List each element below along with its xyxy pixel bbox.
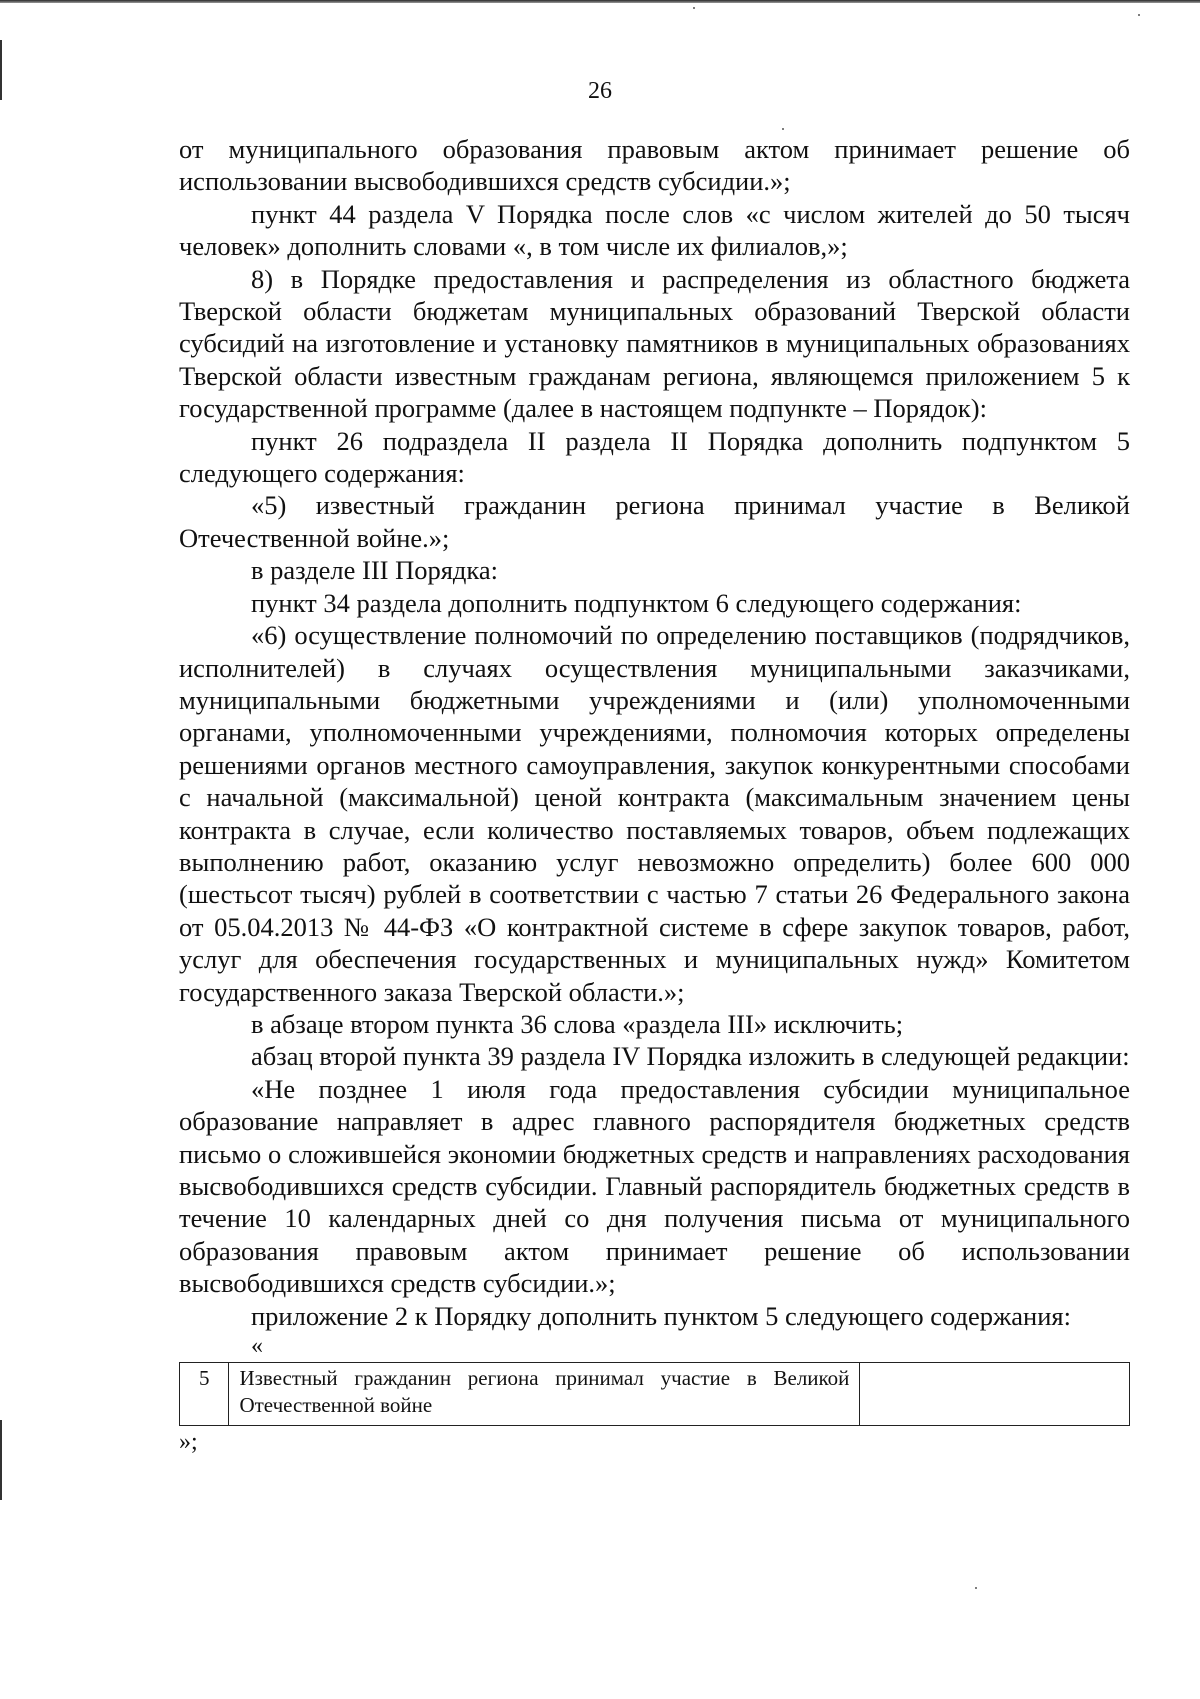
scan-mark: [0, 1420, 2, 1500]
paragraph: «Не позднее 1 июля года предоставления субсидии муниципальное образование направляет в адрес главного распорядителя бюджетных средств письмо о сложившейся экономии бюджетных средств и направлениях расходования высвободившихся средств субсидии. Главный распорядитель бюджетных средств в течение 10 календарных дней со дня получения письма от муниципального образования правовым актом принимает решение об использовании высвободившихся средств субсидии.»;: [179, 1073, 1130, 1299]
paragraph: «5) известный гражданин региона принимал участие в Великой Отечественной войне.»;: [179, 490, 1130, 553]
table-row: [180, 1363, 1130, 1426]
scan-speck: [782, 128, 784, 130]
paragraph: пункт 26 подраздела II раздела II Порядка дополнить подпунктом 5 следующего содержания:: [179, 425, 1130, 489]
close-quote: »;: [179, 1429, 198, 1456]
paragraph: пункт 34 раздела дополнить подпунктом 6 следующего содержания:: [251, 587, 1022, 618]
row-value: [860, 1363, 1130, 1426]
appendix-table: [179, 1362, 1130, 1426]
scan-edge: [0, 0, 1200, 3]
paragraph: в абзаце втором пункта 36 слова «раздела III» исключить;: [251, 1008, 904, 1039]
paragraph: от муниципального образования правовым актом принимает решение об использовании высвободившихся средств субсидии.»;: [179, 134, 1130, 197]
page-number: 26: [588, 78, 612, 104]
document-body: [179, 133, 1130, 1458]
row-number: 5: [180, 1363, 229, 1426]
scan-speck: [975, 1587, 977, 1589]
paragraph: в разделе III Порядка:: [251, 555, 499, 586]
paragraph: 8) в Порядке предоставления и распределения из областного бюджета Тверской области бюджетам муниципальных образований Тверской области субсидий на изготовление и установку памятников в муниципальных образованиях Тверской области известным гражданам региона, являющемся приложением 5 к государственной программе (далее в настоящем подпункте – Порядок):: [179, 263, 1130, 424]
row-criterion: Известный гражданин региона принимал участие в Великой Отечественной войне: [229, 1363, 860, 1426]
paragraph: пункт 44 раздела V Порядка после слов «с числом жителей до 50 тысяч человек» дополнить словами «, в том числе их филиалов,»;: [179, 198, 1130, 262]
scan-speck: [1138, 14, 1140, 16]
paragraph: приложение 2 к Порядку дополнить пунктом 5 следующего содержания:: [251, 1300, 1071, 1331]
paragraph: абзац второй пункта 39 раздела IV Порядка изложить в следующей редакции:: [251, 1041, 1130, 1072]
open-quote: «: [251, 1333, 263, 1360]
scan-speck: [693, 7, 695, 9]
paragraph: «6) осуществление полномочий по определению поставщиков (подрядчиков, исполнителей) в случаях осуществления муниципальными заказчиками, муниципальными бюджетными учреждениями и (или) уполномоченными органами, уполномоченными учреждениями, полномочия которых определены решениями органов местного самоуправления, закупок конкурентными способами с начальной (максимальной) ценой контракта (максимальным значением цены контракта в случае, если количество поставляемых товаров, объем подлежащих выполнению работ, оказанию услуг невозможно определить) более 600 000 (шестьсот тысяч) рублей в соответствии с частью 7 статьи 26 Федерального закона от 05.04.2013 № 44-ФЗ «О контрактной системе в сфере закупок товаров, работ, услуг для обеспечения государственных и муниципальных нужд» Комитетом государственного заказа Тверской области.»;: [179, 620, 1130, 1007]
